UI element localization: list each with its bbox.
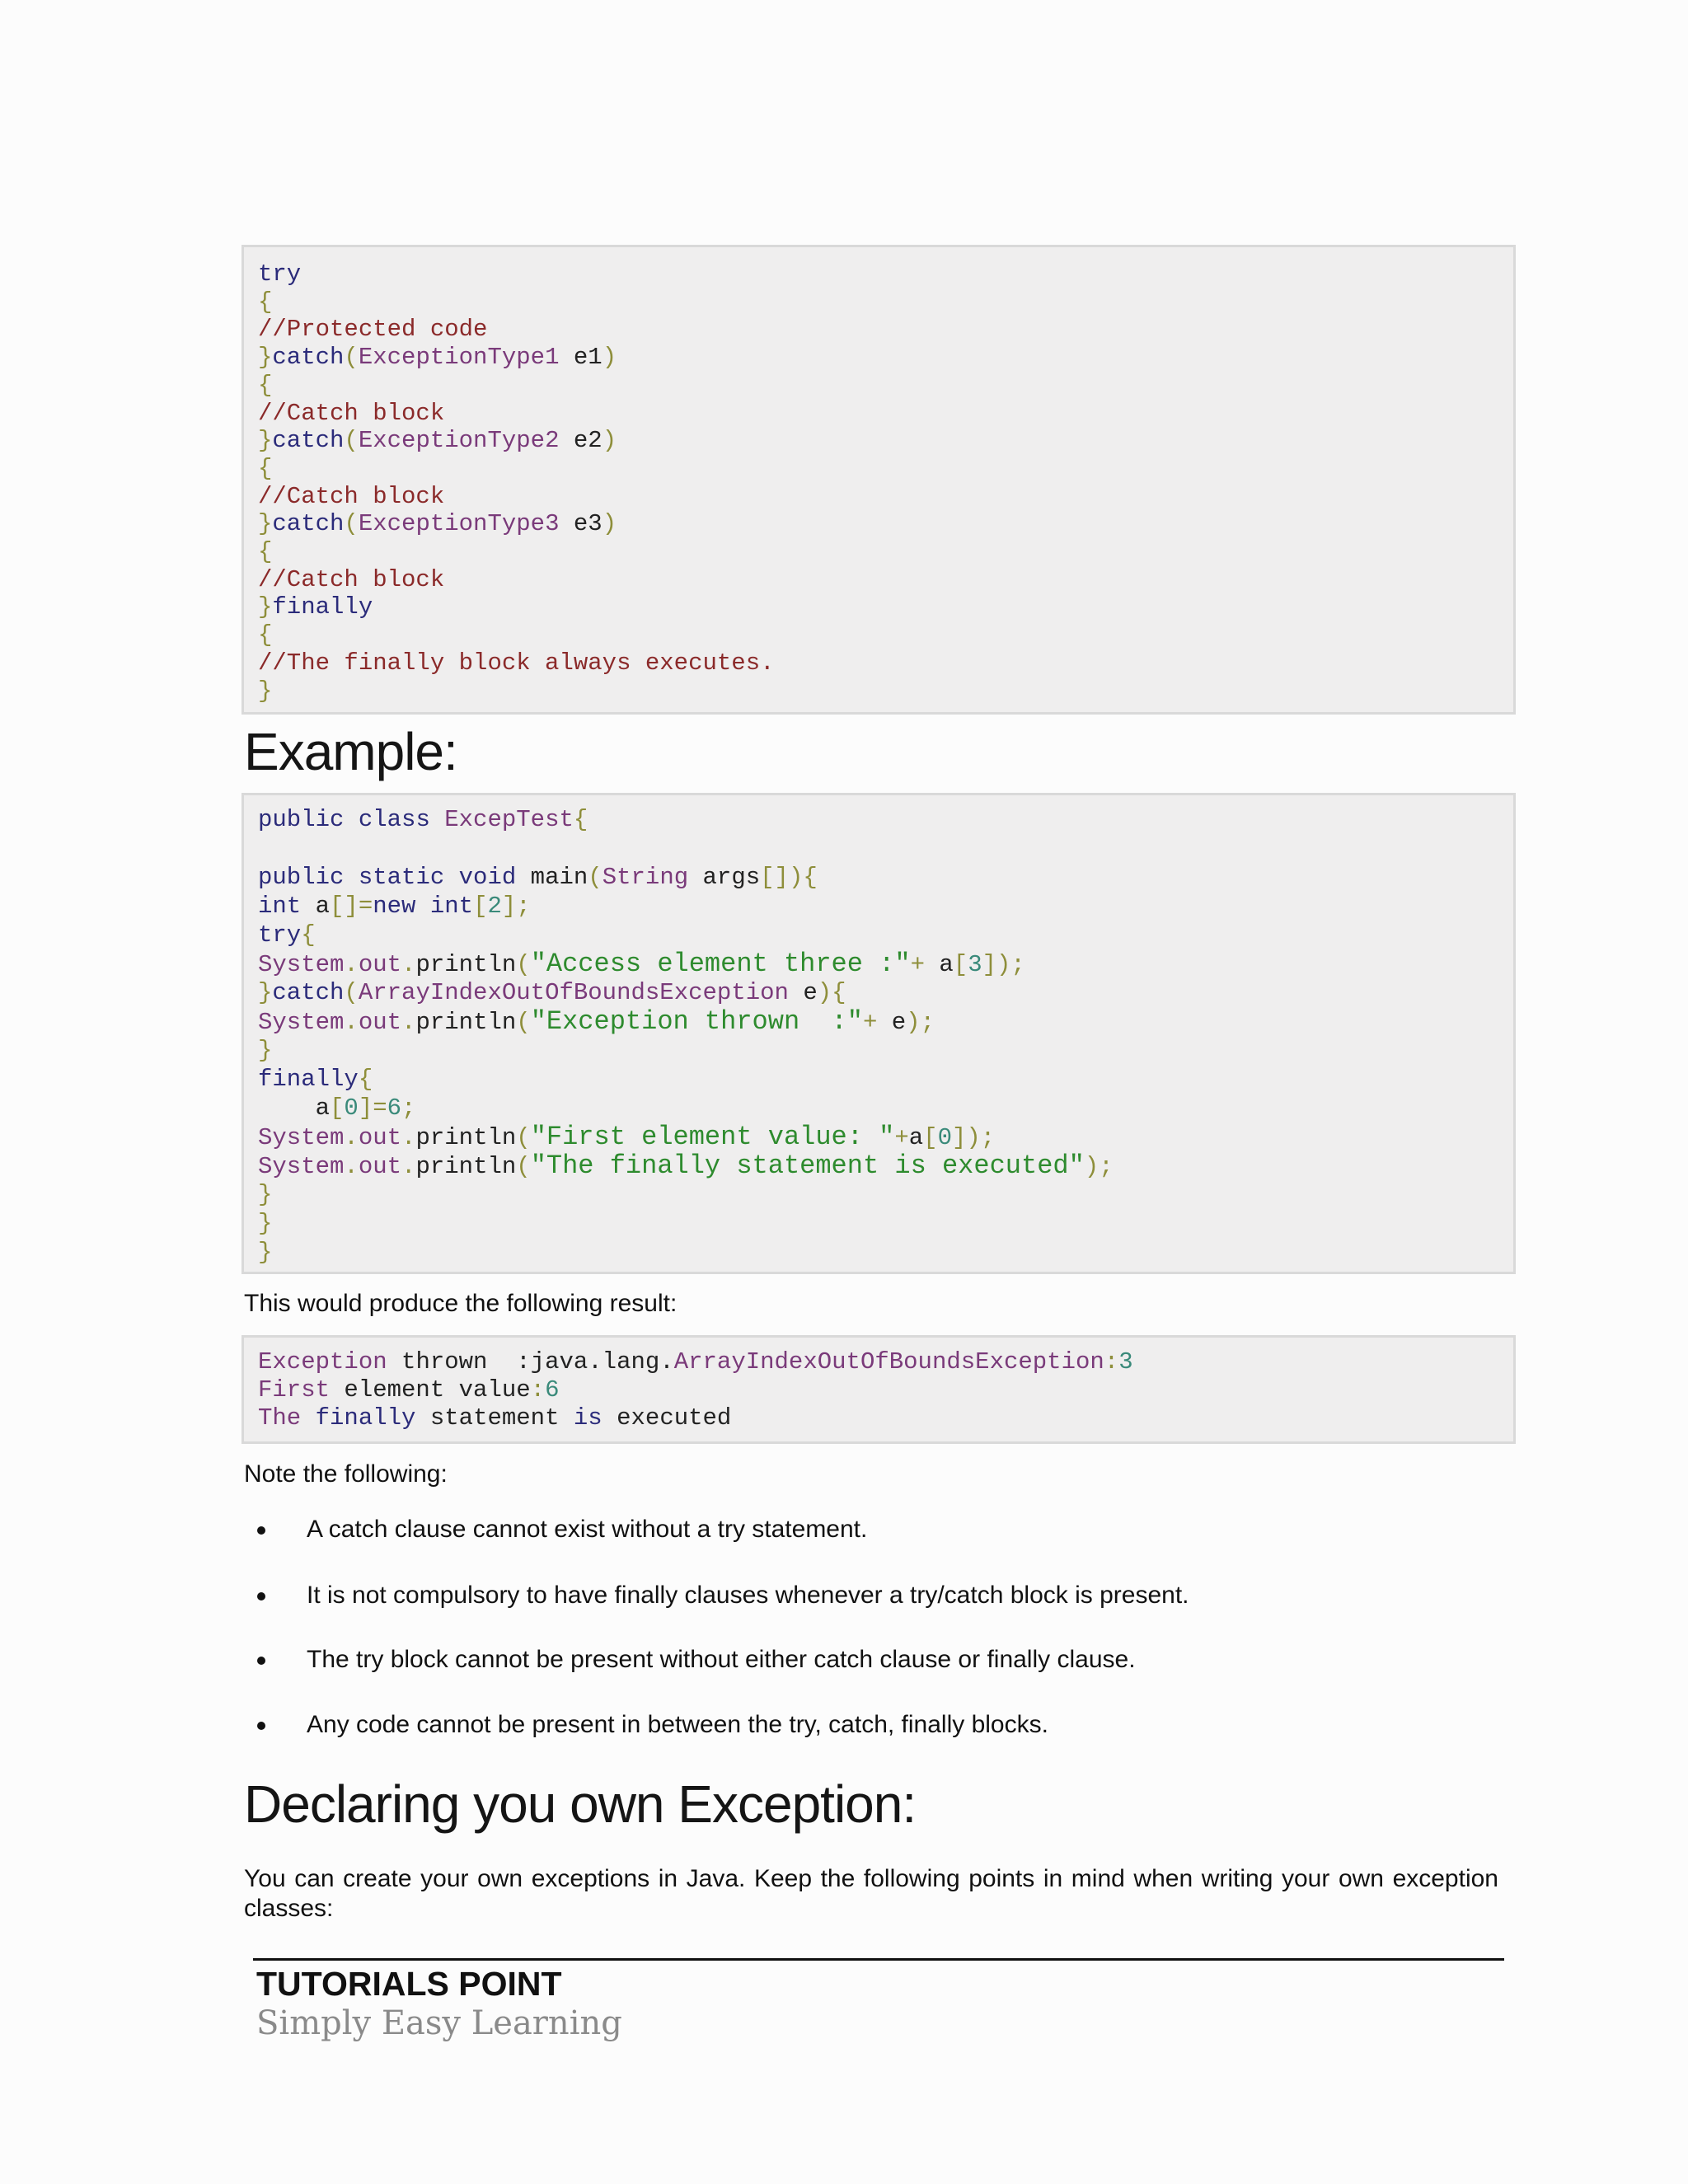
code-token: []){ xyxy=(760,864,818,891)
code-token: main xyxy=(516,864,588,891)
code-token: println xyxy=(415,1153,517,1180)
code-line xyxy=(258,864,818,892)
code-token: } xyxy=(258,979,273,1006)
code-token: ); xyxy=(906,1009,935,1036)
code-line xyxy=(258,316,487,344)
code-token: . xyxy=(344,1124,359,1151)
code-token xyxy=(415,893,429,920)
code-token: try xyxy=(258,260,302,288)
code-token: 6 xyxy=(387,1094,402,1122)
code-token: { xyxy=(258,371,273,399)
code-line xyxy=(258,979,846,1007)
code-line xyxy=(258,510,617,538)
code-token: { xyxy=(258,538,273,565)
code-token: ( xyxy=(344,510,359,538)
code-token: out xyxy=(358,1124,402,1151)
bullet-icon xyxy=(257,1657,265,1665)
note-text: The try block cannot be present without either catch clause or finally clause. xyxy=(307,1646,1136,1673)
code-token: String xyxy=(602,864,689,891)
code-token: a xyxy=(924,951,954,978)
code-token: The xyxy=(258,1404,302,1432)
code-line xyxy=(258,1181,272,1209)
code-token: } xyxy=(258,344,273,372)
code-line xyxy=(258,372,272,400)
code-token: public xyxy=(258,864,345,891)
code-token: public xyxy=(258,806,345,833)
code-token: } xyxy=(258,1181,273,1208)
code-line xyxy=(258,1404,731,1432)
code-token: . xyxy=(401,1124,416,1151)
code-token: //Catch block xyxy=(258,565,445,593)
code-token: ( xyxy=(344,344,359,372)
code-line xyxy=(258,621,272,649)
code-token: . xyxy=(344,1153,359,1180)
code-token: 0 xyxy=(937,1124,952,1151)
code-line xyxy=(258,649,775,677)
code-token: ]= xyxy=(358,1094,387,1122)
code-token: { xyxy=(258,288,273,316)
code-token: catch xyxy=(272,344,345,372)
footer-tagline: Simply Easy Learning xyxy=(256,2004,622,2042)
code-token: ( xyxy=(516,1009,531,1036)
note-text: Any code cannot be present in between the try, catch, finally blocks. xyxy=(307,1711,1048,1738)
code-token: 3 xyxy=(1118,1348,1133,1376)
code-line xyxy=(258,1094,415,1122)
code-line xyxy=(258,1123,995,1151)
code-line xyxy=(258,427,617,455)
code-token: ( xyxy=(516,1124,531,1151)
code-token: e3 xyxy=(559,510,603,538)
code-token: { xyxy=(258,454,273,482)
code-line xyxy=(258,893,531,921)
code-token: Exception xyxy=(258,1348,387,1376)
result-intro: This would produce the following result: xyxy=(244,1290,678,1317)
code-token: []= xyxy=(330,893,373,920)
declaring-paragraph: You can create your own exceptions in Java. Keep the following points in mind when writing your own exception classes: xyxy=(244,1865,1498,1922)
code-token: } xyxy=(258,427,273,455)
code-token: ); xyxy=(1084,1153,1114,1180)
code-token: int xyxy=(429,893,474,920)
code-token: int xyxy=(258,893,302,920)
heading-declaring-exception: Declaring you own Exception: xyxy=(244,1774,917,1834)
code-token: ]); xyxy=(982,951,1025,978)
code-token: ArrayIndexOutOfBoundsException xyxy=(358,979,789,1006)
code-token: e xyxy=(788,979,818,1006)
bullet-icon xyxy=(257,1722,265,1730)
code-token: } xyxy=(258,1210,273,1237)
code-token: } xyxy=(258,593,273,621)
code-token: "Exception thrown :" xyxy=(530,1006,863,1037)
code-token: { xyxy=(573,806,588,833)
code-token: out xyxy=(358,1009,402,1036)
code-token: args xyxy=(688,864,761,891)
code-token: + xyxy=(862,1009,878,1036)
code-token: . xyxy=(401,1009,416,1036)
code-block-example xyxy=(241,793,1516,1274)
code-line xyxy=(258,677,272,705)
heading-example: Example: xyxy=(244,722,457,781)
code-token: ExceptionType2 xyxy=(358,427,560,455)
code-token: out xyxy=(358,1153,402,1180)
code-token: class xyxy=(358,806,430,833)
code-token: ]; xyxy=(501,893,531,920)
code-token xyxy=(344,864,358,891)
code-token: 2 xyxy=(487,893,502,920)
code-token: println xyxy=(415,1124,517,1151)
code-token: . xyxy=(401,1153,416,1180)
code-line xyxy=(258,950,1025,978)
code-token: out xyxy=(358,951,402,978)
code-token: "The finally statement is executed" xyxy=(530,1151,1085,1181)
code-token: . xyxy=(344,951,359,978)
code-token: //Catch block xyxy=(258,399,445,427)
code-token: finally xyxy=(315,1404,416,1432)
code-token: catch xyxy=(272,510,345,538)
code-token: System xyxy=(258,1009,345,1036)
code-line xyxy=(258,806,588,834)
code-line xyxy=(258,1008,935,1036)
code-token: "First element value: " xyxy=(530,1122,895,1152)
footer-brand: TUTORIALS POINT xyxy=(256,1965,562,2003)
code-token: ){ xyxy=(817,979,846,1006)
code-token: { xyxy=(258,621,273,649)
code-token: [ xyxy=(330,1094,345,1122)
code-token xyxy=(301,1404,315,1432)
code-token: ( xyxy=(516,951,531,978)
code-token: //The finally block always executes. xyxy=(258,649,775,677)
note-text: It is not compulsory to have finally clauses whenever a try/catch block is present. xyxy=(307,1582,1189,1609)
code-line xyxy=(258,538,272,566)
code-token: System xyxy=(258,951,345,978)
code-line xyxy=(258,1210,272,1238)
code-token: catch xyxy=(272,427,345,455)
code-line xyxy=(258,288,272,316)
code-token: e2 xyxy=(559,427,603,455)
code-token: System xyxy=(258,1153,345,1180)
code-token: try xyxy=(258,921,302,949)
code-token: static xyxy=(358,864,445,891)
code-token: ExcepTest xyxy=(444,806,574,833)
code-token: ) xyxy=(602,427,617,455)
code-token: ExceptionType1 xyxy=(358,344,560,372)
code-block-output xyxy=(241,1335,1516,1444)
code-token: ( xyxy=(344,979,359,1006)
code-token: First xyxy=(258,1376,331,1404)
code-token: 6 xyxy=(545,1376,560,1404)
code-token: is xyxy=(573,1404,603,1432)
code-token: println xyxy=(415,951,517,978)
code-token: ]); xyxy=(951,1124,996,1151)
code-token: //Protected code xyxy=(258,316,488,344)
code-token: e1 xyxy=(559,344,603,372)
code-line xyxy=(258,1066,373,1094)
code-token: a xyxy=(908,1124,924,1151)
code-line xyxy=(258,1376,559,1404)
code-line xyxy=(258,400,444,428)
code-token: } xyxy=(258,1037,273,1064)
code-token: ArrayIndexOutOfBoundsException xyxy=(673,1348,1104,1376)
code-token: [ xyxy=(473,893,488,920)
code-token: ExceptionType3 xyxy=(358,510,560,538)
code-token: ) xyxy=(602,510,617,538)
code-line xyxy=(258,1348,1133,1376)
code-token: a xyxy=(301,893,331,920)
code-token: . xyxy=(344,1009,359,1036)
code-token: println xyxy=(415,1009,517,1036)
code-token: [ xyxy=(923,1124,938,1151)
code-token xyxy=(430,806,444,833)
code-token: ( xyxy=(588,864,603,891)
footer-divider xyxy=(253,1958,1504,1961)
code-token xyxy=(444,864,458,891)
code-token: [ xyxy=(953,951,968,978)
code-token: ( xyxy=(344,427,359,455)
code-token: void xyxy=(458,864,517,891)
code-token xyxy=(344,806,358,833)
code-token: statement xyxy=(415,1404,574,1432)
code-token: finally xyxy=(272,593,373,621)
code-token: + xyxy=(910,951,925,978)
code-token: ) xyxy=(602,344,617,372)
code-token: //Catch block xyxy=(258,482,445,510)
code-token: new xyxy=(373,893,416,920)
bullet-icon xyxy=(257,1526,265,1535)
code-line xyxy=(258,344,617,372)
code-token: . xyxy=(401,951,416,978)
bullet-icon xyxy=(257,1592,265,1601)
code-token: { xyxy=(301,921,316,949)
code-token: a xyxy=(258,1094,331,1122)
code-token: ( xyxy=(516,1153,531,1180)
code-token: e xyxy=(877,1009,907,1036)
code-token: + xyxy=(894,1124,909,1151)
code-line xyxy=(258,593,373,621)
note-text: A catch clause cannot exist without a try statement. xyxy=(307,1516,868,1543)
code-line xyxy=(258,1152,1114,1180)
code-line xyxy=(258,1239,272,1267)
code-line xyxy=(258,921,316,949)
code-line xyxy=(258,455,272,483)
code-line xyxy=(258,566,444,594)
code-token: "Access element three :" xyxy=(530,949,911,979)
code-block-try-catch-syntax xyxy=(241,245,1516,715)
code-token: } xyxy=(258,677,273,705)
code-token: } xyxy=(258,1239,273,1266)
code-token: } xyxy=(258,510,273,538)
code-line xyxy=(258,1037,272,1065)
code-token: thrown :java.lang. xyxy=(387,1348,674,1376)
code-line xyxy=(258,483,444,511)
code-token: 3 xyxy=(968,951,982,978)
code-token: catch xyxy=(272,979,345,1006)
code-token: finally xyxy=(258,1066,359,1093)
code-token: executed xyxy=(602,1404,732,1432)
note-intro: Note the following: xyxy=(244,1460,448,1488)
code-line xyxy=(258,260,301,288)
code-token: ; xyxy=(401,1094,416,1122)
code-token: : xyxy=(530,1376,546,1404)
code-token: : xyxy=(1104,1348,1119,1376)
code-token: { xyxy=(358,1066,373,1093)
code-token: System xyxy=(258,1124,345,1151)
code-token: element value xyxy=(330,1376,531,1404)
code-token: 0 xyxy=(344,1094,359,1122)
